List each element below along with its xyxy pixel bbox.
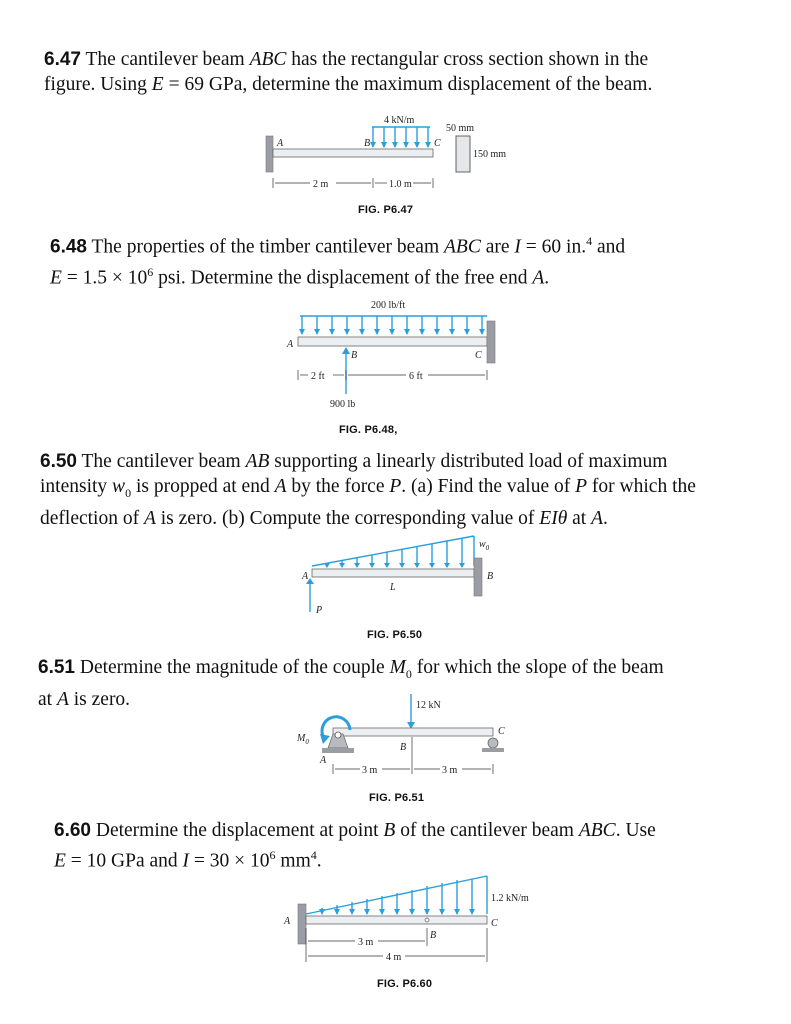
problem-number: 6.51 xyxy=(38,657,75,678)
figure-p6-60 xyxy=(0,870,791,970)
text: = 69 GPa, determine the maximum displacement of the beam. xyxy=(163,74,653,95)
text: are xyxy=(480,236,515,258)
beam xyxy=(273,149,433,157)
text-italic: P xyxy=(575,476,588,497)
text: intensity xyxy=(40,476,113,497)
text: and xyxy=(592,236,626,258)
text: . Use xyxy=(615,820,656,841)
problem-number: 6.60 xyxy=(54,820,91,841)
text-italic: I xyxy=(514,236,521,258)
text: The cantilever beam xyxy=(81,451,246,472)
text: for which the xyxy=(587,476,696,497)
subscript: 0 xyxy=(125,485,132,500)
point-b-label: B xyxy=(430,930,437,941)
fixed-wall xyxy=(487,321,495,363)
dimension-2-label: 3 m xyxy=(442,765,458,776)
text: supporting a linearly distributed load of maximum xyxy=(269,451,668,472)
problem-6-47-statement xyxy=(44,47,764,97)
problem-6-60-statement xyxy=(54,818,774,874)
text: Determine the displacement at point xyxy=(95,820,384,841)
couple-label: $M_0$ xyxy=(297,733,309,746)
text: at xyxy=(38,688,57,710)
figure-p6-51 xyxy=(0,690,791,790)
text: The properties of the timber cantilever beam xyxy=(91,236,444,258)
point-c-label: C xyxy=(498,726,505,737)
point-b-label: B xyxy=(400,742,407,753)
problem-6-51-line-1 xyxy=(38,655,773,687)
text: . xyxy=(603,507,608,529)
text: Determine the magnitude of the couple xyxy=(79,657,390,678)
load-label: 200 lb/ft xyxy=(371,300,406,311)
text-italic: ABC xyxy=(444,236,481,258)
superscript: 4 xyxy=(310,848,317,862)
section-width-label: 50 mm xyxy=(446,123,475,134)
text-italic: A xyxy=(591,507,604,529)
figure-p6-48 xyxy=(0,290,791,420)
point-a-label: A xyxy=(320,755,327,766)
dimension-1-label: 2 ft xyxy=(311,371,325,382)
point-b-label: B xyxy=(351,350,358,361)
text: deflection of xyxy=(40,507,144,529)
point-a-label: A xyxy=(302,571,309,582)
distributed-load-arrows xyxy=(324,538,465,568)
text-italic: I xyxy=(182,850,190,872)
point-a-label: A xyxy=(277,138,284,149)
text: . xyxy=(316,850,322,872)
point-c-label: C xyxy=(434,138,441,149)
text: by the force xyxy=(286,476,390,497)
text: at xyxy=(567,507,592,529)
point-a-label: A xyxy=(287,339,294,350)
distributed-load-arrows xyxy=(299,316,485,335)
section-height-label: 150 mm xyxy=(473,149,507,160)
text: is zero. (b) Compute the corresponding value of xyxy=(155,507,540,529)
figure-p6-47 xyxy=(0,110,791,210)
text: . xyxy=(544,267,550,288)
superscript: 6 xyxy=(269,848,276,862)
beam xyxy=(333,728,493,736)
problem-number: 6.47 xyxy=(44,49,81,70)
text: of the cantilever beam xyxy=(395,820,579,841)
point-b-label: B xyxy=(364,138,371,149)
text-italic: A xyxy=(143,507,156,529)
text: = 1.5 × 10 xyxy=(61,267,148,288)
point-c-label: C xyxy=(475,350,482,361)
text-italic: ABC xyxy=(578,820,616,841)
figure-caption-p6-50: FIG. P6.50 xyxy=(367,629,423,641)
beam xyxy=(306,916,487,924)
cross-section xyxy=(456,136,470,172)
figure-p6-50 xyxy=(0,525,791,625)
dimension-2-label: 1.0 m xyxy=(389,179,412,190)
load-top-line xyxy=(312,536,474,566)
problem-6-47-line-2 xyxy=(44,72,764,97)
problem-6-50-line-1 xyxy=(40,449,775,474)
text: The cantilever beam xyxy=(85,49,250,70)
text: figure. Using xyxy=(44,74,152,95)
text: = 30 × 10 xyxy=(189,850,270,872)
beam xyxy=(312,569,474,577)
problem-6-47-line-1 xyxy=(44,47,764,72)
problem-6-48-line-1 xyxy=(50,229,770,260)
text-italic: E xyxy=(54,850,66,872)
text: for which the slope of the beam xyxy=(411,657,664,678)
load-label: 1.2 kN/m xyxy=(491,893,529,904)
beam xyxy=(298,337,487,346)
distributed-load-arrows xyxy=(370,127,431,148)
problem-6-48-statement xyxy=(50,229,770,290)
text-italic: A xyxy=(274,476,287,497)
text: is propped at end xyxy=(131,476,275,497)
text-italic: EIθ xyxy=(539,507,568,529)
force-label: 900 lb xyxy=(330,399,356,410)
problem-6-50-statement xyxy=(40,449,775,531)
dimension-2-label: 4 m xyxy=(386,952,402,963)
figure-caption-p6-47: FIG. P6.47 xyxy=(358,204,414,216)
text: is zero. xyxy=(68,688,131,710)
text: has the rectangular cross section shown in the xyxy=(286,49,649,70)
text: psi. Determine the displacement of the free end xyxy=(153,267,533,288)
load-label: $w_0$ xyxy=(479,539,490,552)
fixed-wall xyxy=(298,904,306,944)
figure-caption-p6-60: FIG. P6.60 xyxy=(377,978,433,990)
roller-support-c xyxy=(482,738,504,752)
dimension-lines xyxy=(298,370,487,380)
length-label: L xyxy=(390,582,396,593)
point-c-label: C xyxy=(491,918,498,929)
downward-force-arrow xyxy=(407,694,415,729)
force-label: 12 kN xyxy=(416,700,441,711)
text-italic: P xyxy=(389,476,402,497)
problem-6-48-line-2 xyxy=(50,260,770,291)
text-italic: E xyxy=(151,74,164,95)
dimension-lines xyxy=(333,737,493,774)
problem-6-60-line-1 xyxy=(54,818,774,843)
text: = 60 in. xyxy=(520,236,587,258)
couple-arrowhead xyxy=(320,734,330,744)
figure-caption-p6-48: FIG. P6.48, xyxy=(339,424,398,436)
dimension-2-label: 6 ft xyxy=(409,371,423,382)
text-italic: A xyxy=(532,267,545,288)
dimension-1-label: 2 m xyxy=(313,179,329,190)
point-a-label: A xyxy=(284,916,291,927)
load-label: 4 kN/m xyxy=(384,115,415,126)
fixed-wall xyxy=(266,136,273,172)
text-italic: w xyxy=(112,476,126,497)
subscript: 0 xyxy=(405,666,412,681)
dimension-1-label: 3 m xyxy=(358,937,374,948)
text: . (a) Find the value of xyxy=(401,476,576,497)
dimension-1-label: 3 m xyxy=(362,765,378,776)
text: = 10 GPa and xyxy=(65,850,183,872)
text-italic: A xyxy=(56,688,69,710)
superscript: 4 xyxy=(586,234,593,248)
text-italic: ABC xyxy=(249,49,287,70)
problem-6-50-line-2 xyxy=(40,474,775,506)
text-italic: AB xyxy=(245,451,270,472)
force-label: P xyxy=(316,605,323,616)
superscript: 6 xyxy=(147,264,154,279)
text-italic: M xyxy=(389,657,406,678)
problem-number: 6.48 xyxy=(50,236,87,258)
distributed-load-arrows xyxy=(319,879,475,915)
point-b-label: B xyxy=(487,571,494,582)
upward-force-arrow xyxy=(306,578,314,612)
text-italic: E xyxy=(50,267,62,288)
point-b-marker xyxy=(425,918,429,922)
text-italic: B xyxy=(383,820,396,841)
text: mm xyxy=(275,850,311,872)
fixed-wall xyxy=(474,558,482,596)
problem-6-60-line-2 xyxy=(54,843,774,874)
problem-number: 6.50 xyxy=(40,451,77,472)
figure-caption-p6-51: FIG. P6.51 xyxy=(369,792,425,804)
